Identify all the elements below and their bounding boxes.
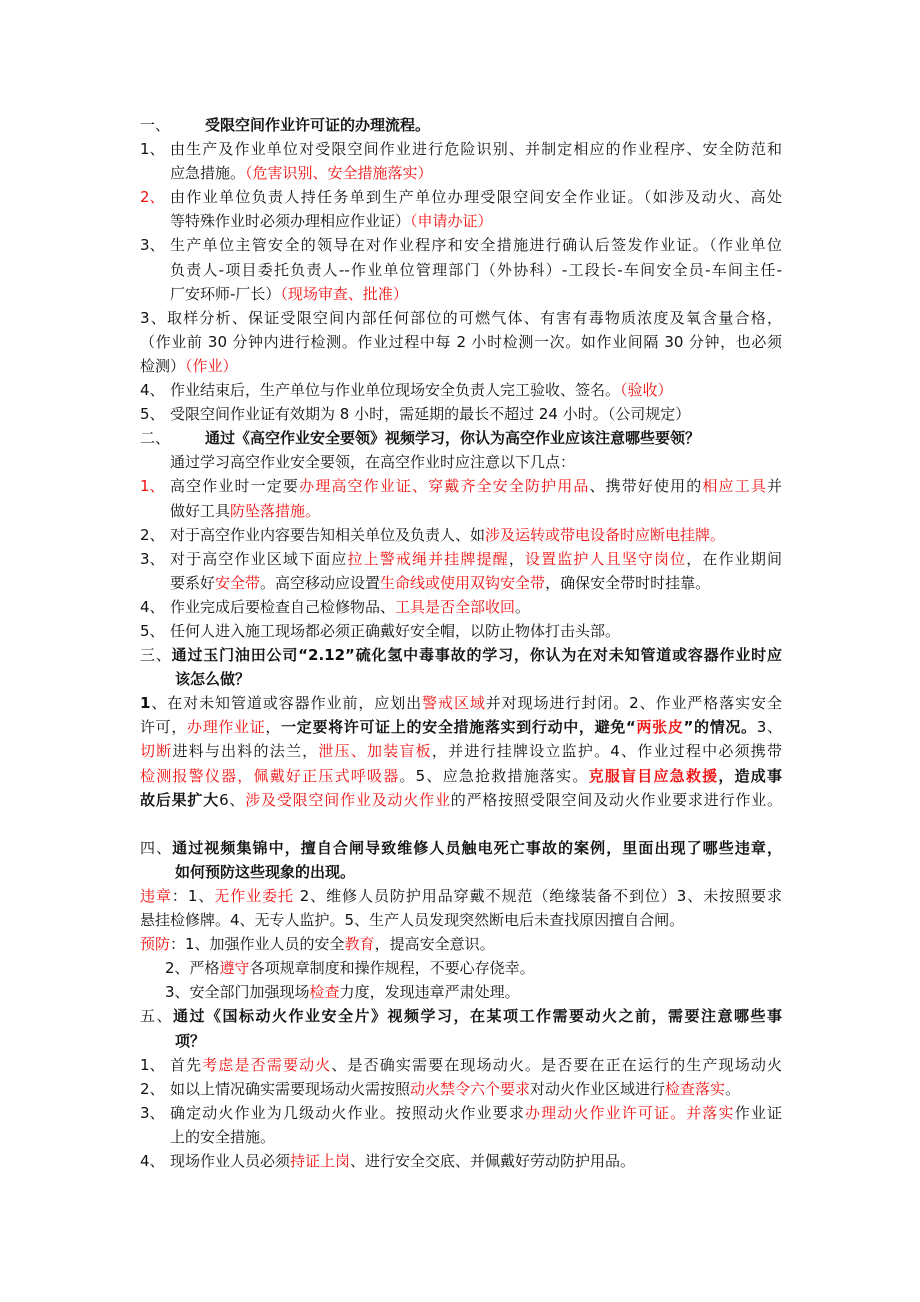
text-segment: 上的安全措施。 [170,1127,276,1146]
blank-line [0,812,920,836]
text-segment: 受限空间作业证有效期为 8 小时，需延期的最长不超过 24 小时。（公司规定） [170,405,691,424]
list-number: 5、 [140,405,165,424]
text-segment: 对于高空作业内容要告知相关单位及负责人、如 [170,525,486,544]
list-number: 二、 [140,429,171,448]
highlighted-text: （申请办证） [410,212,493,231]
highlighted-text: 办理动火作业许可证。并落实 [524,1103,735,1122]
line-text [170,137,782,161]
list-number: 1、 [140,477,165,496]
list-number: 2、 [140,1079,165,1098]
text-line [0,137,920,161]
text-segment: 检测） [140,356,186,375]
line-text [140,643,782,667]
highlighted-text: 切断 [140,742,173,761]
highlighted-text: （验收） [620,381,673,400]
text-segment: 力度，发现违章严肃处理。 [339,983,520,1002]
text-line [0,450,920,474]
line-text [170,282,782,306]
text-line [0,209,920,233]
text-line [0,884,920,908]
text-segment: 五、 [140,1007,173,1026]
text-segment: 悬挂检修牌。4、无专人监护。5、生产人员发现突然断电后未查找原因擅自合闸。 [140,911,685,930]
line-text [140,739,782,763]
line-text [170,402,782,426]
line-text [170,209,782,233]
highlighted-text: 动火禁令六个要求 [410,1079,531,1098]
list-number: 3、 [140,1103,165,1122]
text-segment: 、在对未知管道或容器作业前，应划出 [150,694,423,713]
line-text [140,354,782,378]
text-segment: ，造成事 [718,766,782,785]
text-segment: 如何预防这些现象的出现。 [175,862,356,881]
text-segment: 3、取样分析、保证受限空间内部任何部位的可燃气体、有害有毒物质浓度及氧含量合格， [140,308,782,327]
line-text [140,715,782,739]
highlighted-text: 违章 [140,887,172,905]
text-line [0,619,920,643]
text-segment: 3、 [756,718,782,737]
text-line [0,474,920,498]
list-number: 1、 [140,1055,165,1074]
text-line [0,667,920,691]
text-segment: 三、 [140,646,172,665]
text-line [0,764,920,788]
line-text [140,1004,782,1028]
highlighted-text: 防坠落措施。 [230,501,321,520]
text-line [0,378,920,402]
text-segment: 。5、应急抢救措施落实。 [399,766,589,785]
text-segment: 的严格按照受限空间及动火作业要求进行作业。 [450,790,782,809]
text-segment: 1 [140,694,151,713]
line-text [170,161,782,185]
text-segment: 现场作业人员必须 [170,1152,291,1171]
text-segment: 高空作业时一定要 [170,477,300,496]
highlighted-text: 考虑是否需要动火 [202,1055,332,1074]
text-segment: （作业前 30 分钟内进行检测。作业过程中每 2 小时检测一次。如作业间隔 30 分钟，也必须 [140,332,782,351]
text-line [0,1029,920,1053]
highlighted-text: 拉上警戒绳并挂牌提醒 [347,549,509,568]
text-segment: 应急措施。 [170,164,246,183]
highlighted-text: 办理高空作业证、穿戴齐全安全防护用品 [299,477,590,496]
text-line [0,1077,920,1101]
text-line [0,113,920,137]
highlighted-text: 两张皮 [635,718,684,737]
text-line [0,499,920,523]
highlighted-text: 设置监护人且坚守岗位 [524,549,687,568]
text-segment: 受限空间作业许可证的办理流程。 [205,116,431,134]
text-line [0,258,920,282]
text-line [0,1149,920,1173]
text-line [0,788,920,812]
text-segment: 进料与出料的法兰， [172,742,319,761]
list-number: 1、 [140,140,165,159]
highlighted-text: 教育 [344,935,375,954]
line-text [175,667,782,691]
text-segment: 任何人进入施工现场都必须正确戴好安全帽，以防止物体打击头部。 [170,621,621,640]
line-text [170,547,782,571]
text-segment: 四、 [140,838,173,857]
text-line [0,282,920,306]
line-text [170,450,782,474]
text-line [0,1125,920,1149]
highlighted-text: 检查落实 [665,1079,726,1098]
list-number: 2、 [140,188,165,207]
text-segment: 各项规章制度和操作规程，不要心存侥幸。 [249,959,535,978]
list-number: 4、 [140,597,165,616]
text-line [0,426,920,450]
text-segment: 确定动火作业为几级动火作业。按照动火作业要求 [170,1103,525,1122]
text-segment: 。高空移动应设置 [260,573,381,592]
line-text [140,306,782,330]
text-segment: ：1、 [171,887,215,905]
text-segment: 许可， [140,718,188,737]
text-segment: 首先 [170,1055,203,1074]
line-text [140,932,782,956]
highlighted-text: 泄压、加装盲板 [318,742,432,761]
text-segment: 6、 [219,790,246,809]
line-text [175,860,782,884]
list-number: 3、 [140,549,165,568]
line-text [170,1125,782,1149]
text-line [0,1004,920,1028]
highlighted-text: 无作业委托 [214,887,294,905]
text-line [0,595,920,619]
text-segment: 由生产及作业单位对受限空间作业进行危险识别、并制定相应的作业程序、安全防范和 [170,140,782,159]
text-segment: 3、安全部门加强现场 [165,983,310,1002]
list-number: 2、 [140,525,165,544]
line-text [170,258,782,282]
highlighted-text: 涉及受限空间作业及动火作业 [245,790,451,809]
text-line [0,330,920,354]
text-segment: 。 [515,597,531,616]
highlighted-text: 克服盲目应急救援 [588,766,719,785]
text-segment: ，确保安全带时时挂靠。 [545,573,711,592]
text-segment: 作业结束后，生产单位与作业单位现场安全负责人完工验收、签名。 [170,381,621,400]
text-segment: 通过玉门油田公司“2.12”硫化氢中毒事故的学习，你认为在对未知管道或容器作业时应 [171,646,782,665]
highlighted-text: （现场审查、批准） [280,284,408,303]
text-line [0,860,920,884]
text-segment: 如以上情况确实需要现场动火需按照 [170,1079,411,1098]
text-line [0,908,920,932]
text-segment: 对于高空作业区域下面应 [170,549,348,568]
text-line [0,306,920,330]
text-line [0,715,920,739]
highlighted-text: 办理作业证 [187,718,266,737]
text-segment: 2、维修人员防护用品穿戴不规范（绝缘装备不到位）3、未按照要求 [293,887,782,905]
text-segment: ， [265,718,282,737]
text-segment: ，并进行挂牌设立监护。4、作业过程中必须携带 [431,742,782,761]
text-line [0,932,920,956]
text-segment: 做好工具 [170,501,231,520]
highlighted-text: 检查 [309,983,340,1002]
list-number: 4、 [140,1152,165,1171]
text-segment: 负责人-项目委托负责人--作业单位管理部门（外协科）-工段长-车间安全员-车间主任- [170,260,782,279]
text-segment: 项？ [175,1031,206,1050]
line-text [170,378,782,402]
text-segment: 2、严格 [165,959,220,978]
line-text [170,523,782,547]
text-segment: 并对现场进行封闭。2、作业严格落实安全 [485,694,782,713]
text-line [0,402,920,426]
line-text [170,595,782,619]
text-line [0,691,920,715]
line-text [175,1029,782,1053]
highlighted-text: 预防 [140,935,171,954]
line-text [140,330,782,354]
line-text [165,956,782,980]
text-segment: 要系好 [170,573,216,592]
line-text [140,836,782,860]
text-line [0,185,920,209]
list-number: 4、 [140,381,165,400]
text-line [0,571,920,595]
line-text [165,980,782,1004]
text-segment: 通过《高空作业安全要领》视频学习，你认为高空作业应该注意哪些要领？ [205,429,701,448]
text-line [0,1101,920,1125]
text-segment: 故后果扩大 [140,790,220,809]
line-text [170,233,782,257]
text-segment: 对动火作业区域进行 [530,1079,666,1098]
text-segment: 生产单位主管安全的领导在对作业程序和安全措施进行确认后签发作业证。（作业单位 [170,236,782,255]
line-text [140,884,782,908]
line-text [170,185,782,209]
text-line [0,547,920,571]
line-text [205,113,782,137]
line-text [140,908,782,932]
highlighted-text: 相应工具 [702,477,767,496]
highlighted-text: 检测报警仪器，佩戴好正压式呼吸器 [140,766,400,785]
text-segment: 并 [766,477,782,496]
text-segment: 作业证 [734,1103,782,1122]
text-segment: ：1、加强作业人员的安全 [170,935,345,954]
highlighted-text: （危害识别、安全措施落实） [245,164,433,183]
highlighted-text: 工具是否全部收回 [395,597,516,616]
text-segment: 由作业单位负责人持任务单到生产单位办理受限空间安全作业证。（如涉及动火、高处 [170,188,782,207]
highlighted-text: （作业） [185,356,238,375]
highlighted-text: 警戒区域 [422,694,486,713]
text-segment: 等特殊作业时必须办理相应作业证） [170,212,411,231]
text-line [0,233,920,257]
document-body [0,113,920,1173]
text-segment: 通过《国标动火作业安全片》视频学习，在某项工作需要动火之前，需要注意哪些事 [173,1007,782,1026]
line-text [170,1101,782,1125]
text-segment: 、携带好使用的 [589,477,703,496]
text-line [0,161,920,185]
highlighted-text: 生命线或使用双钩安全带 [380,573,546,592]
text-segment: 通过学习高空作业安全要领，在高空作业时应注意以下几点： [170,453,576,472]
line-text [140,691,782,715]
text-segment: 。 [725,1079,741,1098]
line-text [140,764,782,788]
text-line [0,643,920,667]
highlighted-text: 涉及运转或带电设备时应断电挂牌。 [485,525,726,544]
text-segment: ”的情况。 [683,718,757,737]
line-text [170,619,782,643]
highlighted-text: 遵守 [219,959,250,978]
text-segment: 一定要将许可证上的安全措施落实到行动中，避免“ [281,718,636,737]
text-segment: ，提高安全意识。 [374,935,495,954]
text-segment: 、进行安全交底、并佩戴好劳动防护用品。 [350,1152,636,1171]
line-text [170,1077,782,1101]
text-line [0,739,920,763]
text-line [0,1053,920,1077]
text-line [0,956,920,980]
list-number: 3、 [140,236,165,255]
line-text [170,474,782,498]
list-number: 5、 [140,621,165,640]
text-line [0,523,920,547]
text-line [0,836,920,860]
text-segment: 、是否确实需要在现场动火。是否要在正在运行的生产现场动火 [331,1055,782,1074]
text-segment: ，在作业期间 [686,549,782,568]
list-number: 一、 [140,116,171,134]
line-text [205,426,782,450]
text-segment: 厂安环师-厂长） [170,284,281,303]
text-segment: ， [508,549,525,568]
text-segment: 作业完成后要检查自己检修物品、 [170,597,396,616]
highlighted-text: 持证上岗 [290,1152,351,1171]
line-text [170,1149,782,1173]
text-line [0,354,920,378]
text-segment: 该怎么做？ [175,670,251,689]
text-line [0,980,920,1004]
text-segment: 通过视频集锦中，擅自合闸导致维修人员触电死亡事故的案例，里面出现了哪些违章， [172,838,782,857]
line-text [170,499,782,523]
line-text [140,788,782,812]
line-text [170,1053,782,1077]
line-text [170,571,782,595]
highlighted-text: 安全带 [215,573,261,592]
